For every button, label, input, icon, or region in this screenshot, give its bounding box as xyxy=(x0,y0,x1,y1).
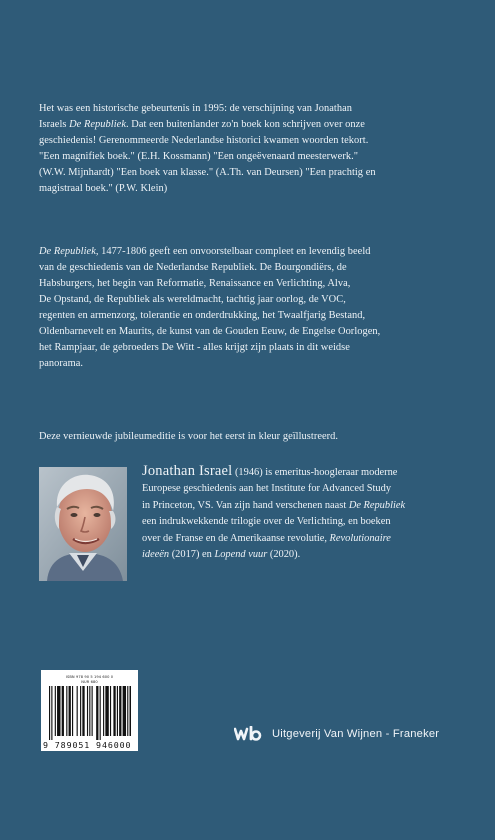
p2-line-5: regenten en armenzorg, tolerantie en onderdrukking, het Twaalfjarig Bestand, xyxy=(39,310,366,321)
author-photo xyxy=(39,467,127,581)
p2-line-4: De Opstand, de Republiek als wereldmacht, tachtig jaar oorlog, de VOC, xyxy=(39,294,346,305)
bio-line-6d: (2020). xyxy=(267,549,301,561)
publisher-name: Uitgeverij Van Wijnen - Franeker xyxy=(272,728,440,740)
isbn-digits: 9 789051 946000 xyxy=(43,740,132,750)
intro-paragraph xyxy=(39,101,464,197)
nur-label: NUR 680 xyxy=(81,680,98,684)
bio-book-title-2b: ideeën xyxy=(142,549,170,561)
description-paragraph xyxy=(39,244,464,372)
p1-line-2c: . Dat een buitenlander zo'n boek kon schrijven over onze xyxy=(125,119,365,130)
book-title-italic: De Republiek xyxy=(69,119,126,130)
bio-book-title-2: Revolutionaire xyxy=(329,532,391,544)
p1-line-6: magistraal boek." (P.W. Klein) xyxy=(39,183,168,194)
bio-book-title: De Republiek xyxy=(348,499,406,511)
bio-book-title-3: Lopend vuur xyxy=(214,549,268,561)
p2-line-3: Habsburgers, het begin van Reformatie, Renaissance en Verlichting, Alva, xyxy=(39,278,351,289)
author-name: Jonathan Israel xyxy=(142,463,233,479)
book-title-italic: De Republiek xyxy=(39,246,96,257)
isbn-label: ISBN 978 90 5 194 600 0 xyxy=(65,675,114,679)
bio-line-4: een indrukwekkende trilogie over de Verlichting, en boeken xyxy=(142,516,391,528)
publisher-imprint xyxy=(234,726,439,742)
author-portrait-image xyxy=(39,467,127,581)
p2-line-6: Oldenbarnevelt en Maurits, de kunst van de Gouden Eeuw, de Engelse Oorlogen, xyxy=(39,326,381,337)
p1-line-2a: Israels xyxy=(39,119,70,130)
author-bio xyxy=(142,463,472,563)
p2-line-1b: , 1477-1806 geeft een onvoorstelbaar compleet en levendig beeld xyxy=(95,246,371,257)
bio-line-2: Europese geschiedenis aan het Institute for Advanced Study xyxy=(142,483,392,495)
bio-line-5a: over de Franse en de Amerikaanse revolutie, xyxy=(142,532,330,544)
p2-line-7: het Rampjaar, de gebroeders De Witt - alles krijgt zijn plaats in dit weidse xyxy=(39,342,350,353)
p1-line-3: geschiedenis! Gerenommeerde Nederlandse historici kwamen woorden tekort. xyxy=(39,135,369,146)
p1-line-1: Het was een historische gebeurtenis in 1995: de verschijning van Jonathan xyxy=(39,103,352,114)
bio-line-1: (1946) is emeritus-hoogleraar moderne xyxy=(232,467,398,478)
p1-line-4: "Een magnifiek boek." (E.H. Kossmann) "Een ongeëvenaard meesterwerk." xyxy=(39,151,359,162)
p1-line-5: (W.W. Mijnhardt) "Een boek van klasse." (A.Th. van Deursen) "Een prachtig en xyxy=(39,167,376,178)
p2-line-8: panorama. xyxy=(39,358,84,369)
edition-note: Deze vernieuwde jubileumeditie is voor het eerst in kleur geïllustreerd. xyxy=(39,431,339,442)
p2-line-2: van de geschiedenis van de Nederlandse Republiek. De Bourgondiërs, de xyxy=(39,262,347,273)
bio-line-6b: (2017) en xyxy=(169,549,215,561)
publisher-logo-icon xyxy=(234,726,264,742)
barcode xyxy=(41,670,138,751)
bio-line-3a: in Princeton, VS. Van zijn hand verschenen naast xyxy=(142,499,349,511)
barcode-bars xyxy=(49,686,131,740)
